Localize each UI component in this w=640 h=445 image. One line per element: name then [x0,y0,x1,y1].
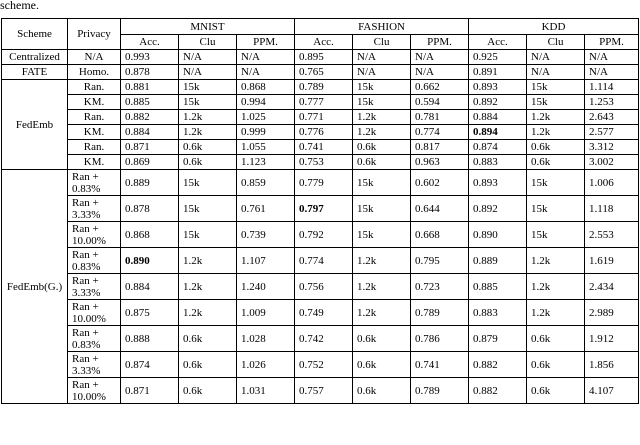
value-cell: 0.889 [469,248,527,274]
value-cell: 0.879 [469,326,527,352]
value-cell: 1.009 [237,300,295,326]
value-cell: 0.789 [411,300,469,326]
value-cell: 3.312 [585,140,639,155]
value-cell: 0.789 [411,378,469,404]
privacy-cell: Ran + 0.83% [68,326,121,352]
dataset-header-kdd: KDD [469,19,639,35]
value-cell: 0.752 [295,352,353,378]
table-row [2,170,639,196]
value-cell: 0.999 [237,125,295,140]
value-cell: N/A [585,50,639,65]
value-cell: 0.792 [295,222,353,248]
value-cell: 1.2k [527,248,585,274]
value-cell: N/A [237,50,295,65]
value-cell: 0.6k [353,352,411,378]
value-cell: 0.742 [295,326,353,352]
results-table [1,18,639,404]
value-cell: 1.026 [237,352,295,378]
value-cell: 15k [179,222,237,248]
value-cell: 0.771 [295,110,353,125]
value-cell: 0.786 [411,326,469,352]
privacy-cell: Ran. [68,140,121,155]
value-cell: 0.662 [411,80,469,95]
value-cell: 1.2k [353,125,411,140]
value-cell: N/A [527,65,585,80]
value-cell: 1.912 [585,326,639,352]
metric-header: Clu [353,35,411,50]
value-cell: N/A [179,65,237,80]
value-cell: 0.6k [179,326,237,352]
privacy-cell: Ran + 3.33% [68,196,121,222]
privacy-cell: Ran + 0.83% [68,170,121,196]
table-row [2,196,639,222]
value-cell: 0.6k [353,140,411,155]
table-row [2,125,639,140]
scheme-cell: FedEmb(G.) [2,170,68,404]
value-cell: 0.878 [121,65,179,80]
value-cell: 0.6k [527,155,585,170]
value-cell: 0.797 [295,196,353,222]
value-cell: 0.6k [179,155,237,170]
table-row [2,50,639,65]
privacy-cell: Ran. [68,80,121,95]
value-cell: 2.989 [585,300,639,326]
value-cell: 0.594 [411,95,469,110]
value-cell: N/A [411,50,469,65]
value-cell: 0.756 [295,274,353,300]
value-cell: 0.741 [411,352,469,378]
privacy-header: Privacy [68,19,121,50]
value-cell: 0.895 [295,50,353,65]
value-cell: 0.963 [411,155,469,170]
value-cell: 1.253 [585,95,639,110]
value-cell: 2.643 [585,110,639,125]
value-cell: 1.107 [237,248,295,274]
metric-header: Clu [527,35,585,50]
value-cell: 0.888 [121,326,179,352]
value-cell: 0.881 [121,80,179,95]
privacy-cell: Ran + 10.00% [68,378,121,404]
table-row [2,274,639,300]
value-cell: 1.028 [237,326,295,352]
value-cell: 1.2k [353,274,411,300]
table-row [2,300,639,326]
value-cell: 0.761 [237,196,295,222]
metric-header: Acc. [121,35,179,50]
privacy-cell: KM. [68,125,121,140]
table-row [2,222,639,248]
value-cell: 0.884 [469,110,527,125]
table-row [2,155,639,170]
value-cell: 2.434 [585,274,639,300]
value-cell: 0.776 [295,125,353,140]
value-cell: 1.2k [179,300,237,326]
value-cell: 0.602 [411,170,469,196]
value-cell: 0.668 [411,222,469,248]
value-cell: 1.123 [237,155,295,170]
value-cell: 0.893 [469,170,527,196]
value-cell: N/A [411,65,469,80]
value-cell: 0.6k [353,155,411,170]
value-cell: 0.874 [121,352,179,378]
value-cell: 0.871 [121,378,179,404]
metric-header: PPM. [237,35,295,50]
value-cell: 15k [353,170,411,196]
value-cell: 1.619 [585,248,639,274]
value-cell: 0.6k [527,352,585,378]
value-cell: 0.6k [179,378,237,404]
value-cell: 15k [527,196,585,222]
privacy-cell: Ran + 3.33% [68,274,121,300]
value-cell: 0.6k [527,378,585,404]
table-row [2,140,639,155]
value-cell: 0.753 [295,155,353,170]
value-cell: 15k [179,196,237,222]
privacy-cell: KM. [68,95,121,110]
value-cell: 0.871 [121,140,179,155]
value-cell: 15k [179,170,237,196]
value-cell: 0.757 [295,378,353,404]
value-cell: 0.885 [121,95,179,110]
value-cell: 15k [179,95,237,110]
value-cell: 0.882 [121,110,179,125]
value-cell: 1.025 [237,110,295,125]
value-cell: 0.741 [295,140,353,155]
value-cell: 0.874 [469,140,527,155]
scheme-cell: Centralized [2,50,68,65]
value-cell: 0.993 [121,50,179,65]
value-cell: 0.892 [469,95,527,110]
value-cell: N/A [585,65,639,80]
privacy-cell: Ran + 10.00% [68,300,121,326]
value-cell: 1.2k [179,248,237,274]
value-cell: 15k [179,80,237,95]
value-cell: 0.723 [411,274,469,300]
value-cell: 1.2k [527,110,585,125]
value-cell: 0.774 [411,125,469,140]
value-cell: 1.2k [353,300,411,326]
value-cell: 0.882 [469,378,527,404]
privacy-cell: Homo. [68,65,121,80]
value-cell: 1.240 [237,274,295,300]
value-cell: 1.031 [237,378,295,404]
privacy-cell: Ran + 3.33% [68,352,121,378]
value-cell: 0.891 [469,65,527,80]
value-cell: 1.2k [179,274,237,300]
value-cell: 0.878 [121,196,179,222]
value-cell: 2.577 [585,125,639,140]
value-cell: 0.893 [469,80,527,95]
metric-header: PPM. [411,35,469,50]
value-cell: N/A [179,50,237,65]
value-cell: 0.789 [295,80,353,95]
value-cell: 1.055 [237,140,295,155]
table-row [2,248,639,274]
table-row [2,95,639,110]
value-cell: 0.994 [237,95,295,110]
value-cell: N/A [527,50,585,65]
value-cell: 15k [527,222,585,248]
value-cell: 1.2k [179,110,237,125]
privacy-cell: N/A [68,50,121,65]
scheme-header: Scheme [2,19,68,50]
value-cell: 0.781 [411,110,469,125]
value-cell: 0.894 [469,125,527,140]
value-cell: 15k [527,80,585,95]
value-cell: 0.890 [121,248,179,274]
value-cell: 15k [527,170,585,196]
table-row [2,352,639,378]
value-cell: 0.892 [469,196,527,222]
table-row [2,378,639,404]
value-cell: 0.875 [121,300,179,326]
value-cell: 0.890 [469,222,527,248]
value-cell: 0.779 [295,170,353,196]
value-cell: 0.868 [237,80,295,95]
scheme-cell: FedEmb [2,80,68,170]
value-cell: 15k [527,95,585,110]
value-cell: 1.006 [585,170,639,196]
value-cell: 0.739 [237,222,295,248]
metric-header: Acc. [295,35,353,50]
value-cell: 1.2k [527,274,585,300]
privacy-cell: Ran + 10.00% [68,222,121,248]
value-cell: 1.2k [353,110,411,125]
value-cell: 0.777 [295,95,353,110]
value-cell: 0.6k [179,140,237,155]
table-row [2,110,639,125]
value-cell: 0.6k [353,326,411,352]
value-cell: 0.884 [121,274,179,300]
privacy-cell: Ran. [68,110,121,125]
value-cell: 4.107 [585,378,639,404]
value-cell: 0.859 [237,170,295,196]
value-cell: 0.774 [295,248,353,274]
value-cell: 0.925 [469,50,527,65]
value-cell: 3.002 [585,155,639,170]
value-cell: 0.6k [179,352,237,378]
privacy-cell: Ran + 0.83% [68,248,121,274]
value-cell: 0.883 [469,155,527,170]
privacy-cell: KM. [68,155,121,170]
value-cell: N/A [353,65,411,80]
value-cell: 0.883 [469,300,527,326]
value-cell: 0.6k [527,140,585,155]
value-cell: 0.6k [353,378,411,404]
value-cell: 15k [353,222,411,248]
value-cell: N/A [353,50,411,65]
value-cell: 0.885 [469,274,527,300]
table-row [2,65,639,80]
table-row [2,80,639,95]
value-cell: 2.553 [585,222,639,248]
value-cell: 0.644 [411,196,469,222]
value-cell: 0.882 [469,352,527,378]
value-cell: 1.2k [353,248,411,274]
dataset-header-mnist: MNIST [121,19,295,35]
metric-header: PPM. [585,35,639,50]
value-cell: 0.889 [121,170,179,196]
value-cell: 0.884 [121,125,179,140]
value-cell: 15k [353,80,411,95]
value-cell: 15k [353,95,411,110]
table-row [2,326,639,352]
table-caption: scheme. [0,0,39,12]
value-cell: 1.856 [585,352,639,378]
value-cell: 1.114 [585,80,639,95]
value-cell: 0.765 [295,65,353,80]
dataset-header-fashion: FASHION [295,19,469,35]
value-cell: 0.6k [527,326,585,352]
value-cell: 1.118 [585,196,639,222]
metric-header: Acc. [469,35,527,50]
value-cell: 0.817 [411,140,469,155]
value-cell: 0.749 [295,300,353,326]
value-cell: 1.2k [527,300,585,326]
value-cell: 0.869 [121,155,179,170]
scheme-cell: FATE [2,65,68,80]
value-cell: N/A [237,65,295,80]
value-cell: 1.2k [179,125,237,140]
value-cell: 0.868 [121,222,179,248]
metric-header: Clu [179,35,237,50]
value-cell: 1.2k [527,125,585,140]
value-cell: 15k [353,196,411,222]
value-cell: 0.795 [411,248,469,274]
